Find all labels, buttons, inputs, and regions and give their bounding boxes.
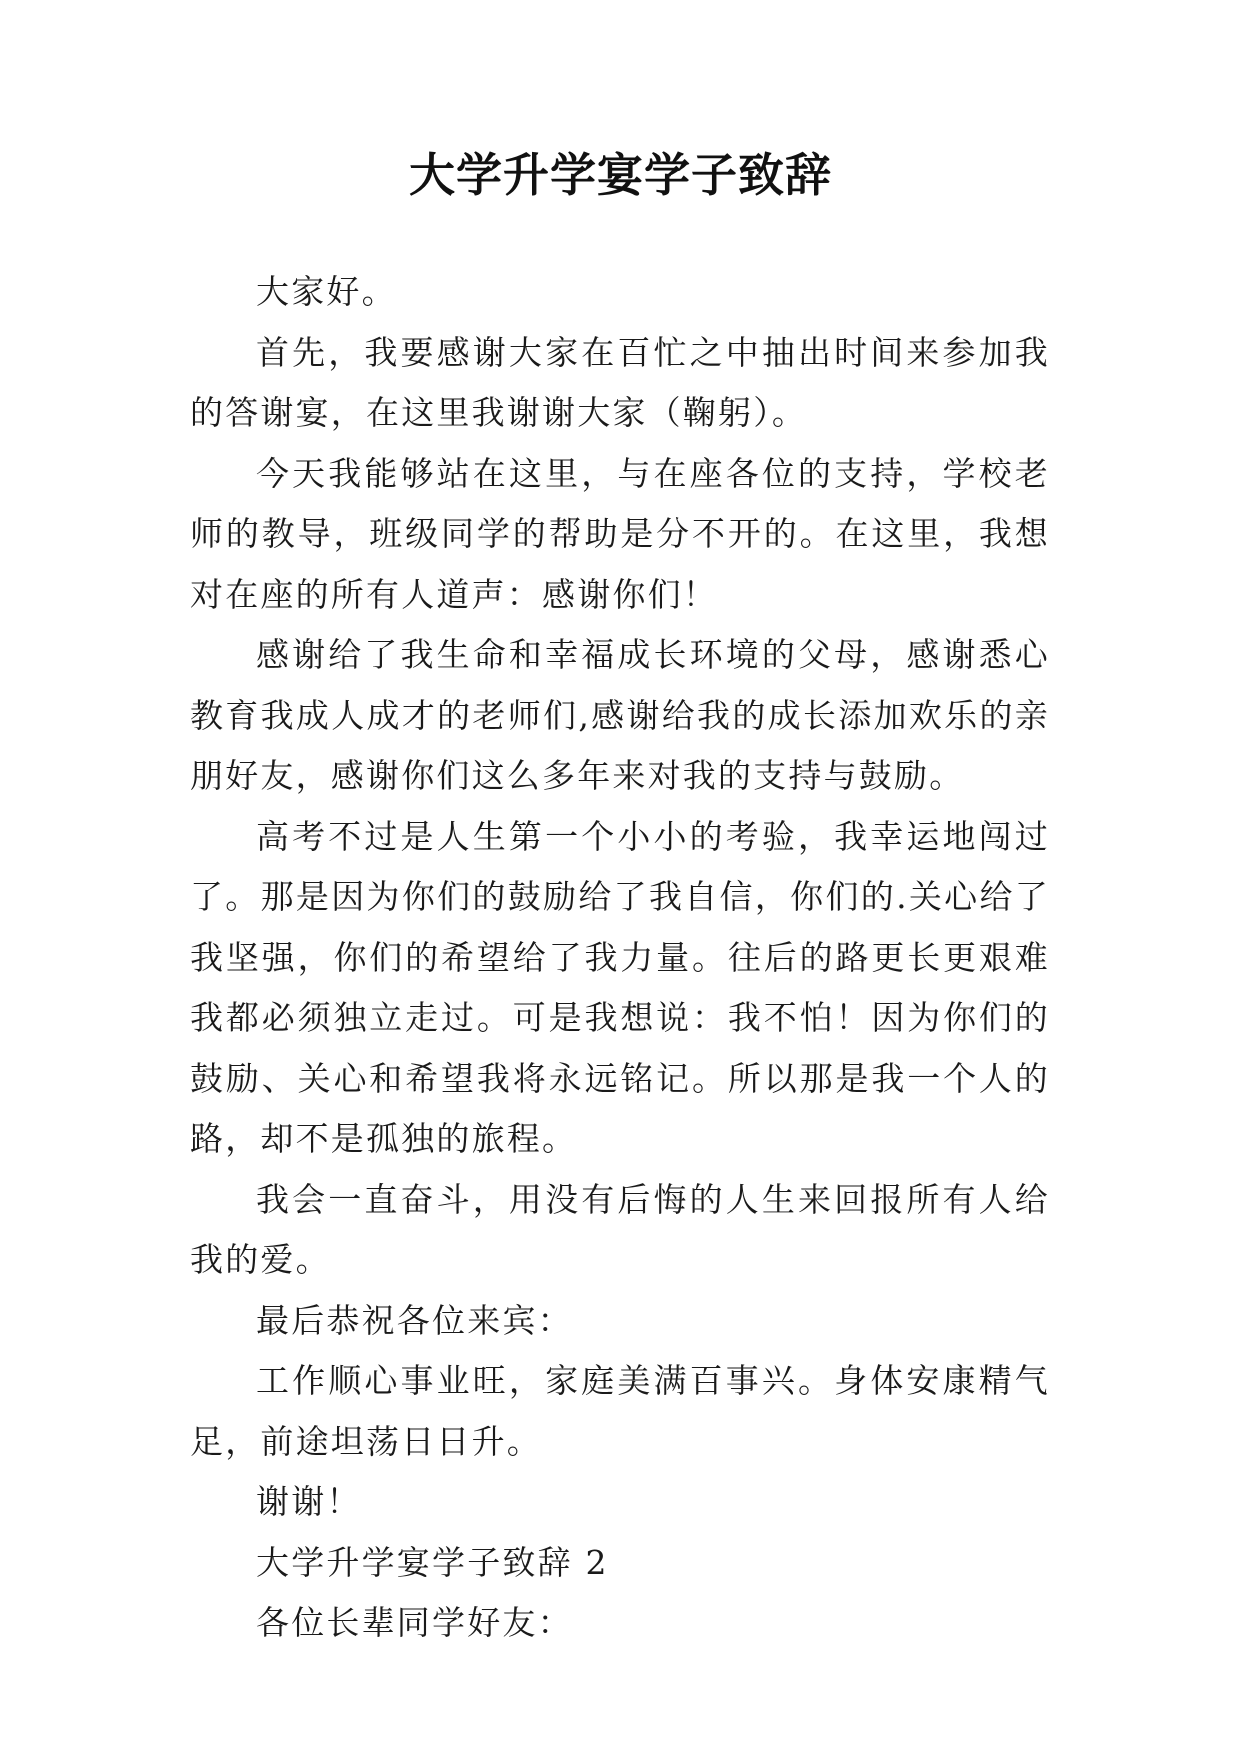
document-title: 大学升学宴学子致辞 <box>409 148 832 202</box>
paragraph-thanks-support: 今天我能够站在这里，与在座各位的支持，学校老师的教导，班级同学的帮助是分不开的。在这里，我想对在座的所有人道声：感谢你们！ <box>190 453 1050 614</box>
paragraph-thanks-parents-teachers: 感谢给了我生命和幸福成长环境的父母，感谢悉心教育我成人成才的老师们,感谢给我的成长添加欢乐的亲朋好友，感谢你们这么多年来对我的支持与鼓励。 <box>190 635 1050 795</box>
paragraph-closing-thanks: 谢谢！ <box>256 1482 362 1521</box>
paragraph-promise: 我会一直奋斗，用没有后悔的人生来回报所有人给我的爱。 <box>190 1179 1050 1279</box>
paragraph-second-title: 大学升学宴学子致辞 2 <box>256 1542 609 1582</box>
document-body <box>190 262 1050 1654</box>
paragraph-exam-reflection: 高考不过是人生第一个小小的考验，我幸运地闯过了。那是因为你们的鼓励给了我自信，你们的.关心给了我坚强，你们的希望给了我力量。往后的路更长更艰难我都必须独立走过。可是我想说：我不怕！因为你们的鼓励、关心和希望我将永远铭记。所以那是我一个人的路，却不是孤独的旅程。 <box>190 816 1050 1158</box>
paragraph-wishes: 工作顺心事业旺，家庭美满百事兴。身体安康精气足，前途坦荡日日升。 <box>190 1361 1050 1461</box>
paragraph-second-greeting: 各位长辈同学好友： <box>256 1603 573 1642</box>
paragraph-greeting: 大家好。 <box>256 272 397 311</box>
paragraph-wishes-intro: 最后恭祝各位来宾： <box>256 1300 573 1340</box>
paragraph-thanks-attendance: 首先，我要感谢大家在百忙之中抽出时间来参加我的答谢宴，在这里我谢谢大家（鞠躬）。 <box>190 332 1050 432</box>
